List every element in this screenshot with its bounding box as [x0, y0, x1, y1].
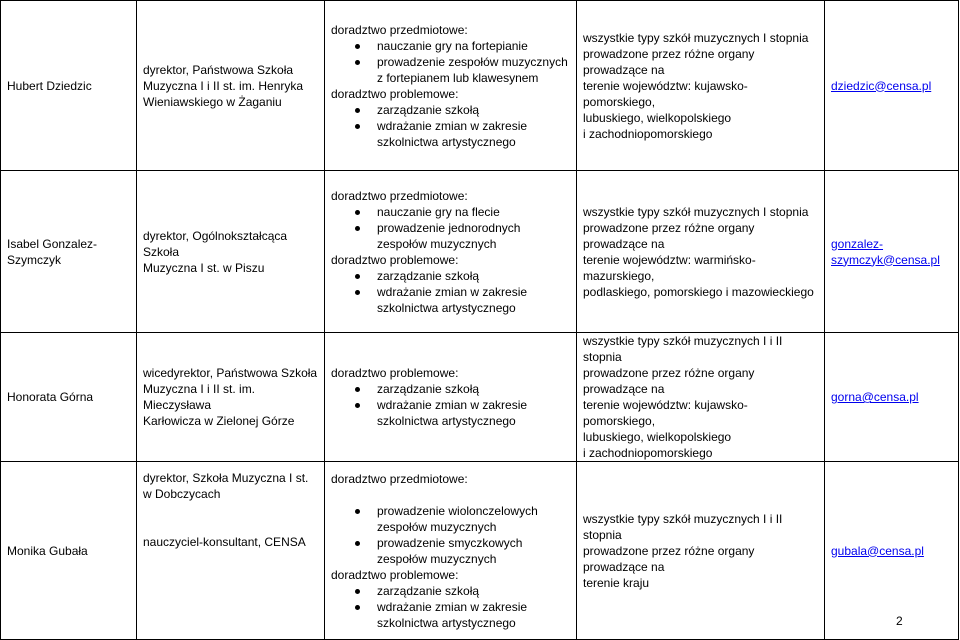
area-line: i zachodniopomorskiego	[583, 126, 713, 141]
list-item: nauczanie gry na flecie	[377, 204, 570, 220]
subject-list	[331, 204, 570, 252]
position-line: Muzyczna I i II st. im. Mieczysława	[143, 382, 256, 412]
position-line: Muzyczna I st. w Piszu	[143, 260, 265, 275]
subject-heading: doradztwo przedmiotowe:	[331, 471, 468, 486]
advisor-position	[137, 1, 325, 171]
area-line: terenie województw: kujawsko-pomorskiego,	[583, 398, 748, 428]
area-line: prowadzone przez różne organy prowadzące na	[583, 366, 755, 396]
area-line: i zachodniopomorskiego	[583, 446, 713, 460]
position-line: nauczyciel-konsultant, CENSA	[143, 535, 306, 549]
list-item: prowadzenie zespołów muzycznych z fortepianem lub klawesynem	[377, 54, 570, 86]
table-row	[1, 171, 959, 333]
area-line: lubuskiego, wielkopolskiego	[583, 110, 732, 125]
email-link[interactable]: gorna@censa.pl	[831, 390, 919, 404]
email-cell	[825, 171, 959, 333]
problem-heading: doradztwo problemowe:	[331, 567, 459, 582]
position-line: dyrektor, Państwowa Szkoła	[143, 62, 294, 77]
list-item: zarządzanie szkołą	[377, 381, 570, 397]
advisory-area	[577, 1, 825, 171]
advisor-name: Honorata Górna	[1, 333, 137, 462]
position-line: w Dobczycach	[143, 487, 221, 501]
area-line: prowadzone przez różne organy prowadzące na	[583, 46, 755, 77]
area-line: wszystkie typy szkół muzycznych I i II stopnia	[583, 334, 783, 364]
problem-list	[331, 102, 570, 150]
position-line: Wieniawskiego w Żaganiu	[143, 94, 282, 109]
problem-list	[331, 583, 570, 631]
advisory-scope	[325, 1, 577, 171]
list-item: zarządzanie szkołą	[377, 583, 570, 599]
area-line: wszystkie typy szkół muzycznych I stopnia	[583, 30, 809, 45]
list-item: wdrażanie zmian w zakresie szkolnictwa artystycznego	[377, 599, 570, 631]
subject-list	[331, 38, 570, 86]
advisor-name: Isabel Gonzalez-Szymczyk	[1, 171, 137, 333]
problem-heading: doradztwo problemowe:	[331, 252, 459, 267]
email-cell	[825, 333, 959, 462]
area-line: wszystkie typy szkół muzycznych I i II stopnia	[583, 511, 783, 542]
position-line: dyrektor, Szkoła Muzyczna I st.	[143, 471, 309, 485]
area-line: wszystkie typy szkół muzycznych I stopnia	[583, 204, 809, 219]
subject-heading: doradztwo przedmiotowe:	[331, 22, 468, 37]
problem-heading: doradztwo problemowe:	[331, 366, 459, 380]
list-item: nauczanie gry na fortepianie	[377, 38, 570, 54]
advisor-name: Hubert Dziedzic	[1, 1, 137, 171]
area-line: terenie województw: kujawsko-pomorskiego,	[583, 78, 748, 109]
list-item: wdrażanie zmian w zakresie szkolnictwa artystycznego	[377, 118, 570, 150]
list-item: prowadzenie smyczkowych zespołów muzycznych	[377, 535, 570, 567]
list-item: zarządzanie szkołą	[377, 102, 570, 118]
table-row	[1, 462, 959, 640]
area-line: prowadzone przez różne organy prowadzące na	[583, 543, 755, 574]
area-line: terenie kraju	[583, 575, 650, 590]
advisory-scope	[325, 462, 577, 640]
page-number: 2	[896, 614, 903, 628]
table-row	[1, 333, 959, 462]
position-line: dyrektor, Ogólnokształcąca Szkoła	[143, 228, 288, 259]
email-cell	[825, 1, 959, 171]
email-link[interactable]: gubala@censa.pl	[831, 543, 924, 558]
advisor-position	[137, 171, 325, 333]
list-item: prowadzenie jednorodnych zespołów muzycznych	[377, 220, 570, 252]
email-link[interactable]: dziedzic@censa.pl	[831, 78, 932, 93]
area-line: lubuskiego, wielkopolskiego	[583, 430, 732, 444]
advisory-scope	[325, 333, 577, 462]
advisory-scope	[325, 171, 577, 333]
position-line: Muzyczna I i II st. im. Henryka	[143, 78, 304, 93]
advisory-area	[577, 333, 825, 462]
list-item: prowadzenie wiolonczelowych zespołów muzycznych	[377, 503, 570, 535]
area-line: prowadzone przez różne organy prowadzące na	[583, 220, 755, 251]
advisor-position	[137, 333, 325, 462]
subject-heading: doradztwo przedmiotowe:	[331, 188, 468, 203]
advisor-name: Monika Gubała	[1, 462, 137, 640]
list-item: wdrażanie zmian w zakresie szkolnictwa artystycznego	[377, 284, 570, 316]
table-row	[1, 1, 959, 171]
position-line: wicedyrektor, Państwowa Szkoła	[143, 366, 318, 380]
problem-list	[331, 268, 570, 316]
list-item: wdrażanie zmian w zakresie szkolnictwa artystycznego	[377, 397, 570, 429]
advisory-area	[577, 462, 825, 640]
email-cell	[825, 462, 959, 640]
list-item: zarządzanie szkołą	[377, 268, 570, 284]
problem-list	[331, 381, 570, 429]
position-line: Karłowicza w Zielonej Górze	[143, 414, 295, 428]
email-link[interactable]: gonzalez-szymczyk@censa.pl	[831, 236, 940, 267]
area-line: podlaskiego, pomorskiego i mazowieckiego	[583, 284, 814, 299]
advisory-area	[577, 171, 825, 333]
problem-heading: doradztwo problemowe:	[331, 86, 459, 101]
subject-list	[331, 503, 570, 567]
area-line: terenie województw: warmińsko-mazurskiego,	[583, 252, 756, 283]
advisor-position	[137, 462, 325, 640]
